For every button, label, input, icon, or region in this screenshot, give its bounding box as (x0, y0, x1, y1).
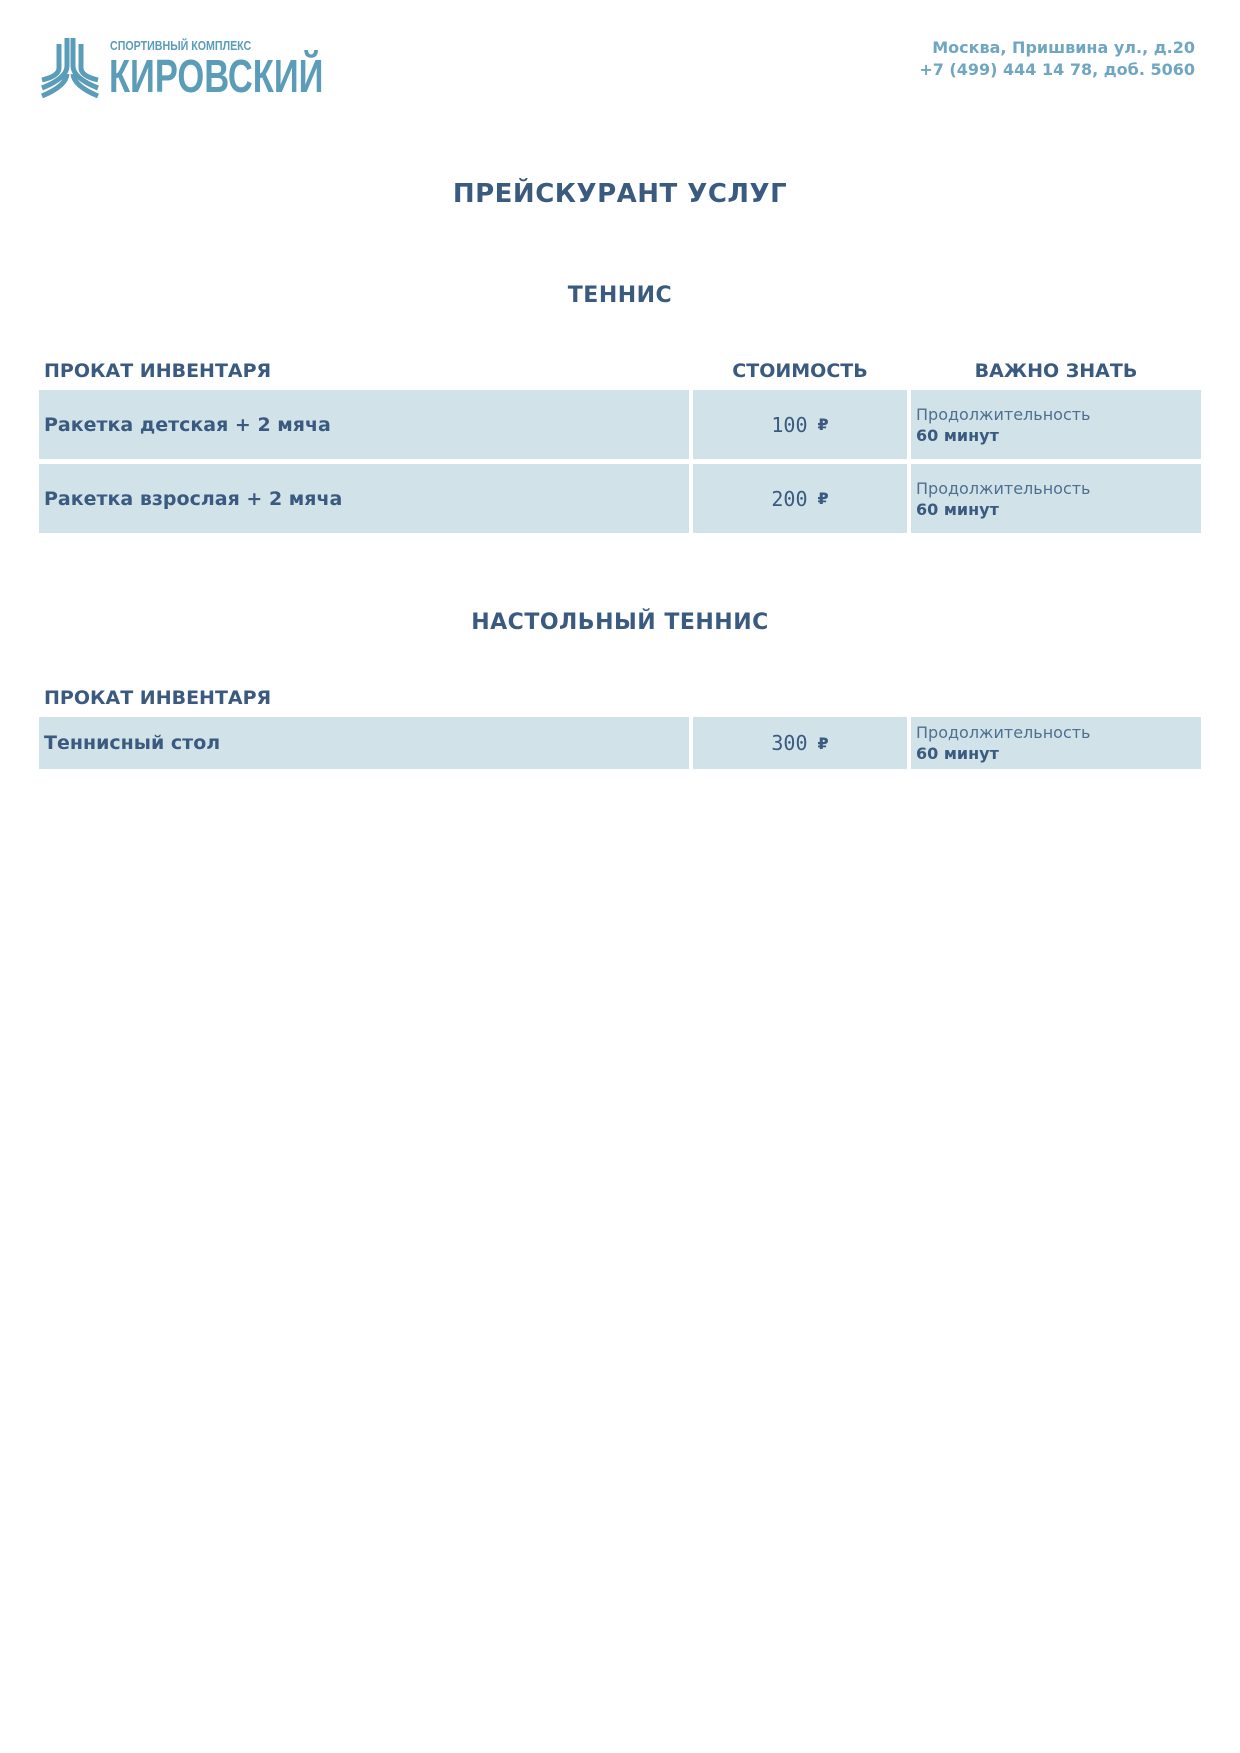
logo-name: КИРОВСКИЙ (109, 50, 324, 102)
address: Москва, Пришвина ул., д.20 (932, 38, 1195, 57)
table-header (39, 356, 1201, 386)
price-table-tennis (39, 356, 1201, 533)
info-label: Продолжительность (916, 478, 1091, 498)
table-header (39, 683, 1201, 713)
price-table-table-tennis (39, 683, 1201, 769)
page-title: ПРЕЙСКУРАНТ УСЛУГ (452, 179, 788, 209)
info-value: 60 минут (916, 744, 999, 763)
item-info (911, 390, 1201, 459)
section-title-table-tennis: НАСТОЛЬНЫЙ ТЕННИС (471, 610, 769, 635)
ruble-sign: ₽ (817, 733, 829, 753)
item-price (693, 390, 907, 459)
column-header-name: ПРОКАТ ИНВЕНТАРЯ (44, 360, 272, 382)
contact-info (919, 37, 1195, 81)
item-name: Ракетка детская + 2 мяча (39, 390, 689, 459)
logo (40, 38, 324, 102)
item-info (911, 717, 1201, 769)
item-name: Теннисный стол (39, 717, 689, 769)
column-header-info: ВАЖНО ЗНАТЬ (974, 360, 1138, 382)
item-price (693, 717, 907, 769)
price-value: 300 (771, 731, 808, 755)
info-label: Продолжительность (916, 404, 1091, 424)
kirovsky-logo-icon (40, 38, 100, 100)
item-name: Ракетка взрослая + 2 мяча (39, 464, 689, 533)
table-row (39, 717, 1201, 769)
table-row (39, 390, 1201, 459)
phone: +7 (499) 444 14 78, доб. 5060 (919, 60, 1195, 79)
info-value: 60 минут (916, 425, 999, 445)
ruble-sign: ₽ (817, 415, 829, 434)
column-header-price: СТОИМОСТЬ (732, 360, 868, 382)
price-value: 100 (771, 412, 808, 437)
logo-subtitle: СПОРТИВНЫЙ КОМПЛЕКС (110, 38, 252, 53)
ruble-sign: ₽ (817, 489, 829, 508)
section-title-tennis: ТЕННИС (567, 283, 673, 308)
info-value: 60 минут (916, 499, 999, 519)
info-label: Продолжительность (916, 723, 1091, 742)
item-info (911, 464, 1201, 533)
column-header-name: ПРОКАТ ИНВЕНТАРЯ (44, 687, 272, 709)
item-price (693, 464, 907, 533)
price-value: 200 (771, 486, 808, 511)
table-row (39, 464, 1201, 533)
